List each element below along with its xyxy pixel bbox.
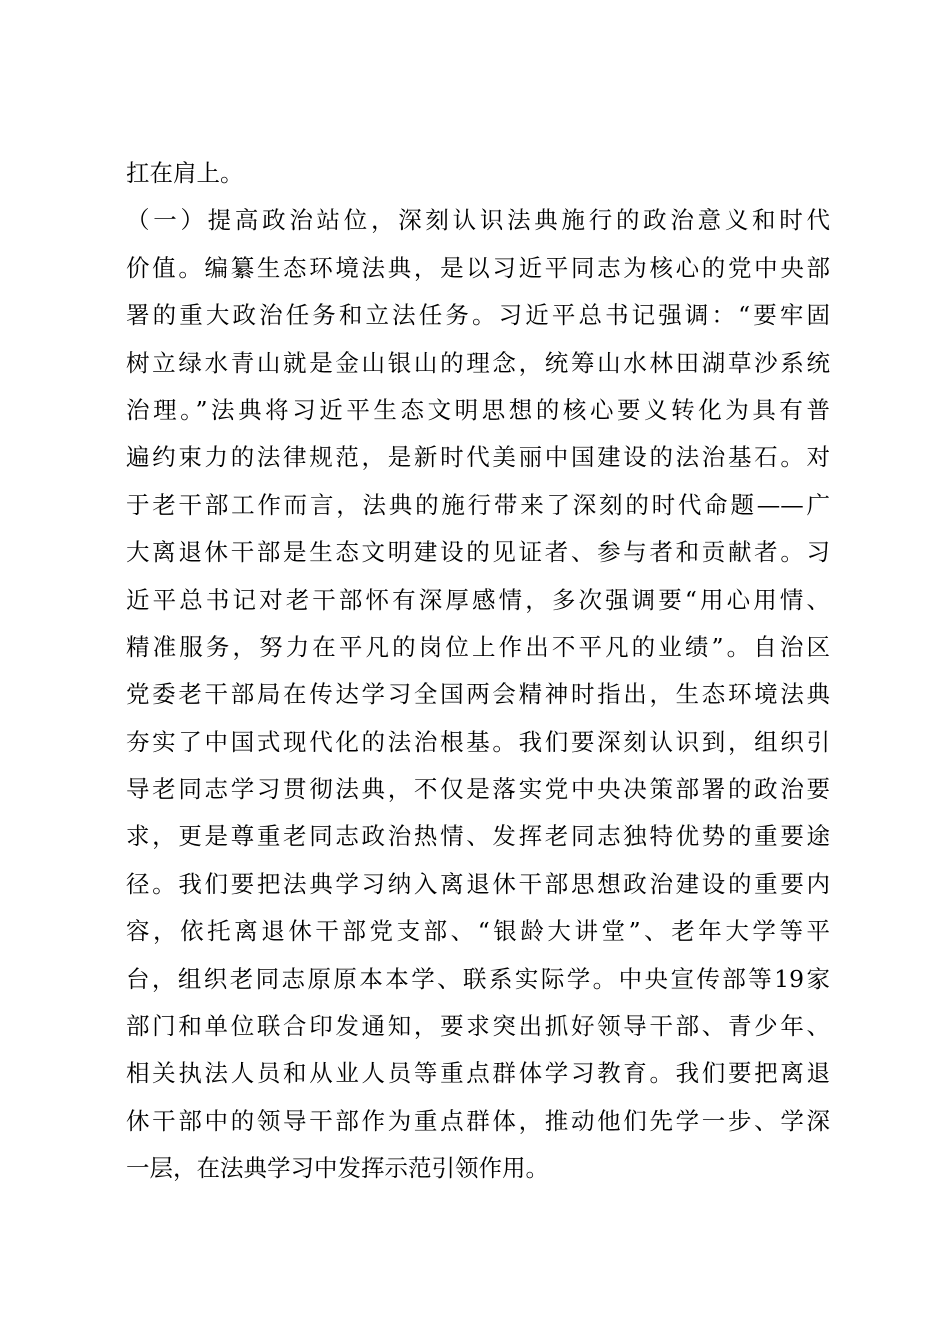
text-line: 夯实了中国式现代化的法治根基。我们要深刻认识到，组织引 xyxy=(126,727,830,756)
text-line: 求，更是尊重老同志政治热情、发挥老同志独特优势的重要途 xyxy=(126,822,830,851)
text-line: 部门和单位联合印发通知，要求突出抓好领导干部、青少年、 xyxy=(126,1012,830,1041)
text-line: 精准服务，努力在平凡的岗位上作出不平凡的业绩”。自治区 xyxy=(126,632,830,661)
text-line: 径。我们要把法典学习纳入离退休干部思想政治建设的重要内 xyxy=(126,869,830,898)
text-line: 扛在肩上。 xyxy=(126,159,244,187)
text-line: 容，依托离退休干部党支部、“银龄大讲堂”、老年大学等平 xyxy=(126,917,830,946)
section-heading-line: （一）提高政治站位，深刻认识法典施行的政治意义和时代 xyxy=(126,206,830,235)
text-line: 大离退休干部是生态文明建设的见证者、参与者和贡献者。习 xyxy=(126,538,830,567)
text-line: 一层，在法典学习中发挥示范引领作用。 xyxy=(126,1154,549,1183)
text-line: 遍约束力的法律规范，是新时代美丽中国建设的法治基石。对 xyxy=(126,443,830,472)
text-line: 相关执法人员和从业人员等重点群体学习教育。我们要把离退 xyxy=(126,1059,830,1088)
text-line: 导老同志学习贯彻法典，不仅是落实党中央决策部署的政治要 xyxy=(126,775,830,804)
body-text xyxy=(126,150,830,1193)
text-line: 治理。”法典将习近平生态文明思想的核心要义转化为具有普 xyxy=(126,395,830,424)
text-line: 价值。编纂生态环境法典，是以习近平同志为核心的党中央部 xyxy=(126,253,830,282)
text-line: 台，组织老同志原原本本学、联系实际学。中央宣传部等19家 xyxy=(126,964,830,993)
text-line: 党委老干部局在传达学习全国两会精神时指出，生态环境法典 xyxy=(126,680,830,709)
text-line: 近平总书记对老干部怀有深厚感情，多次强调要“用心用情、 xyxy=(126,585,830,614)
text-line: 树立绿水青山就是金山银山的理念，统筹山水林田湖草沙系统 xyxy=(126,348,830,377)
text-line: 于老干部工作而言，法典的施行带来了深刻的时代命题——广 xyxy=(126,490,830,519)
text-line: 署的重大政治任务和立法任务。习近平总书记强调：“要牢固 xyxy=(126,301,830,330)
text-line: 休干部中的领导干部作为重点群体，推动他们先学一步、学深 xyxy=(126,1106,830,1135)
